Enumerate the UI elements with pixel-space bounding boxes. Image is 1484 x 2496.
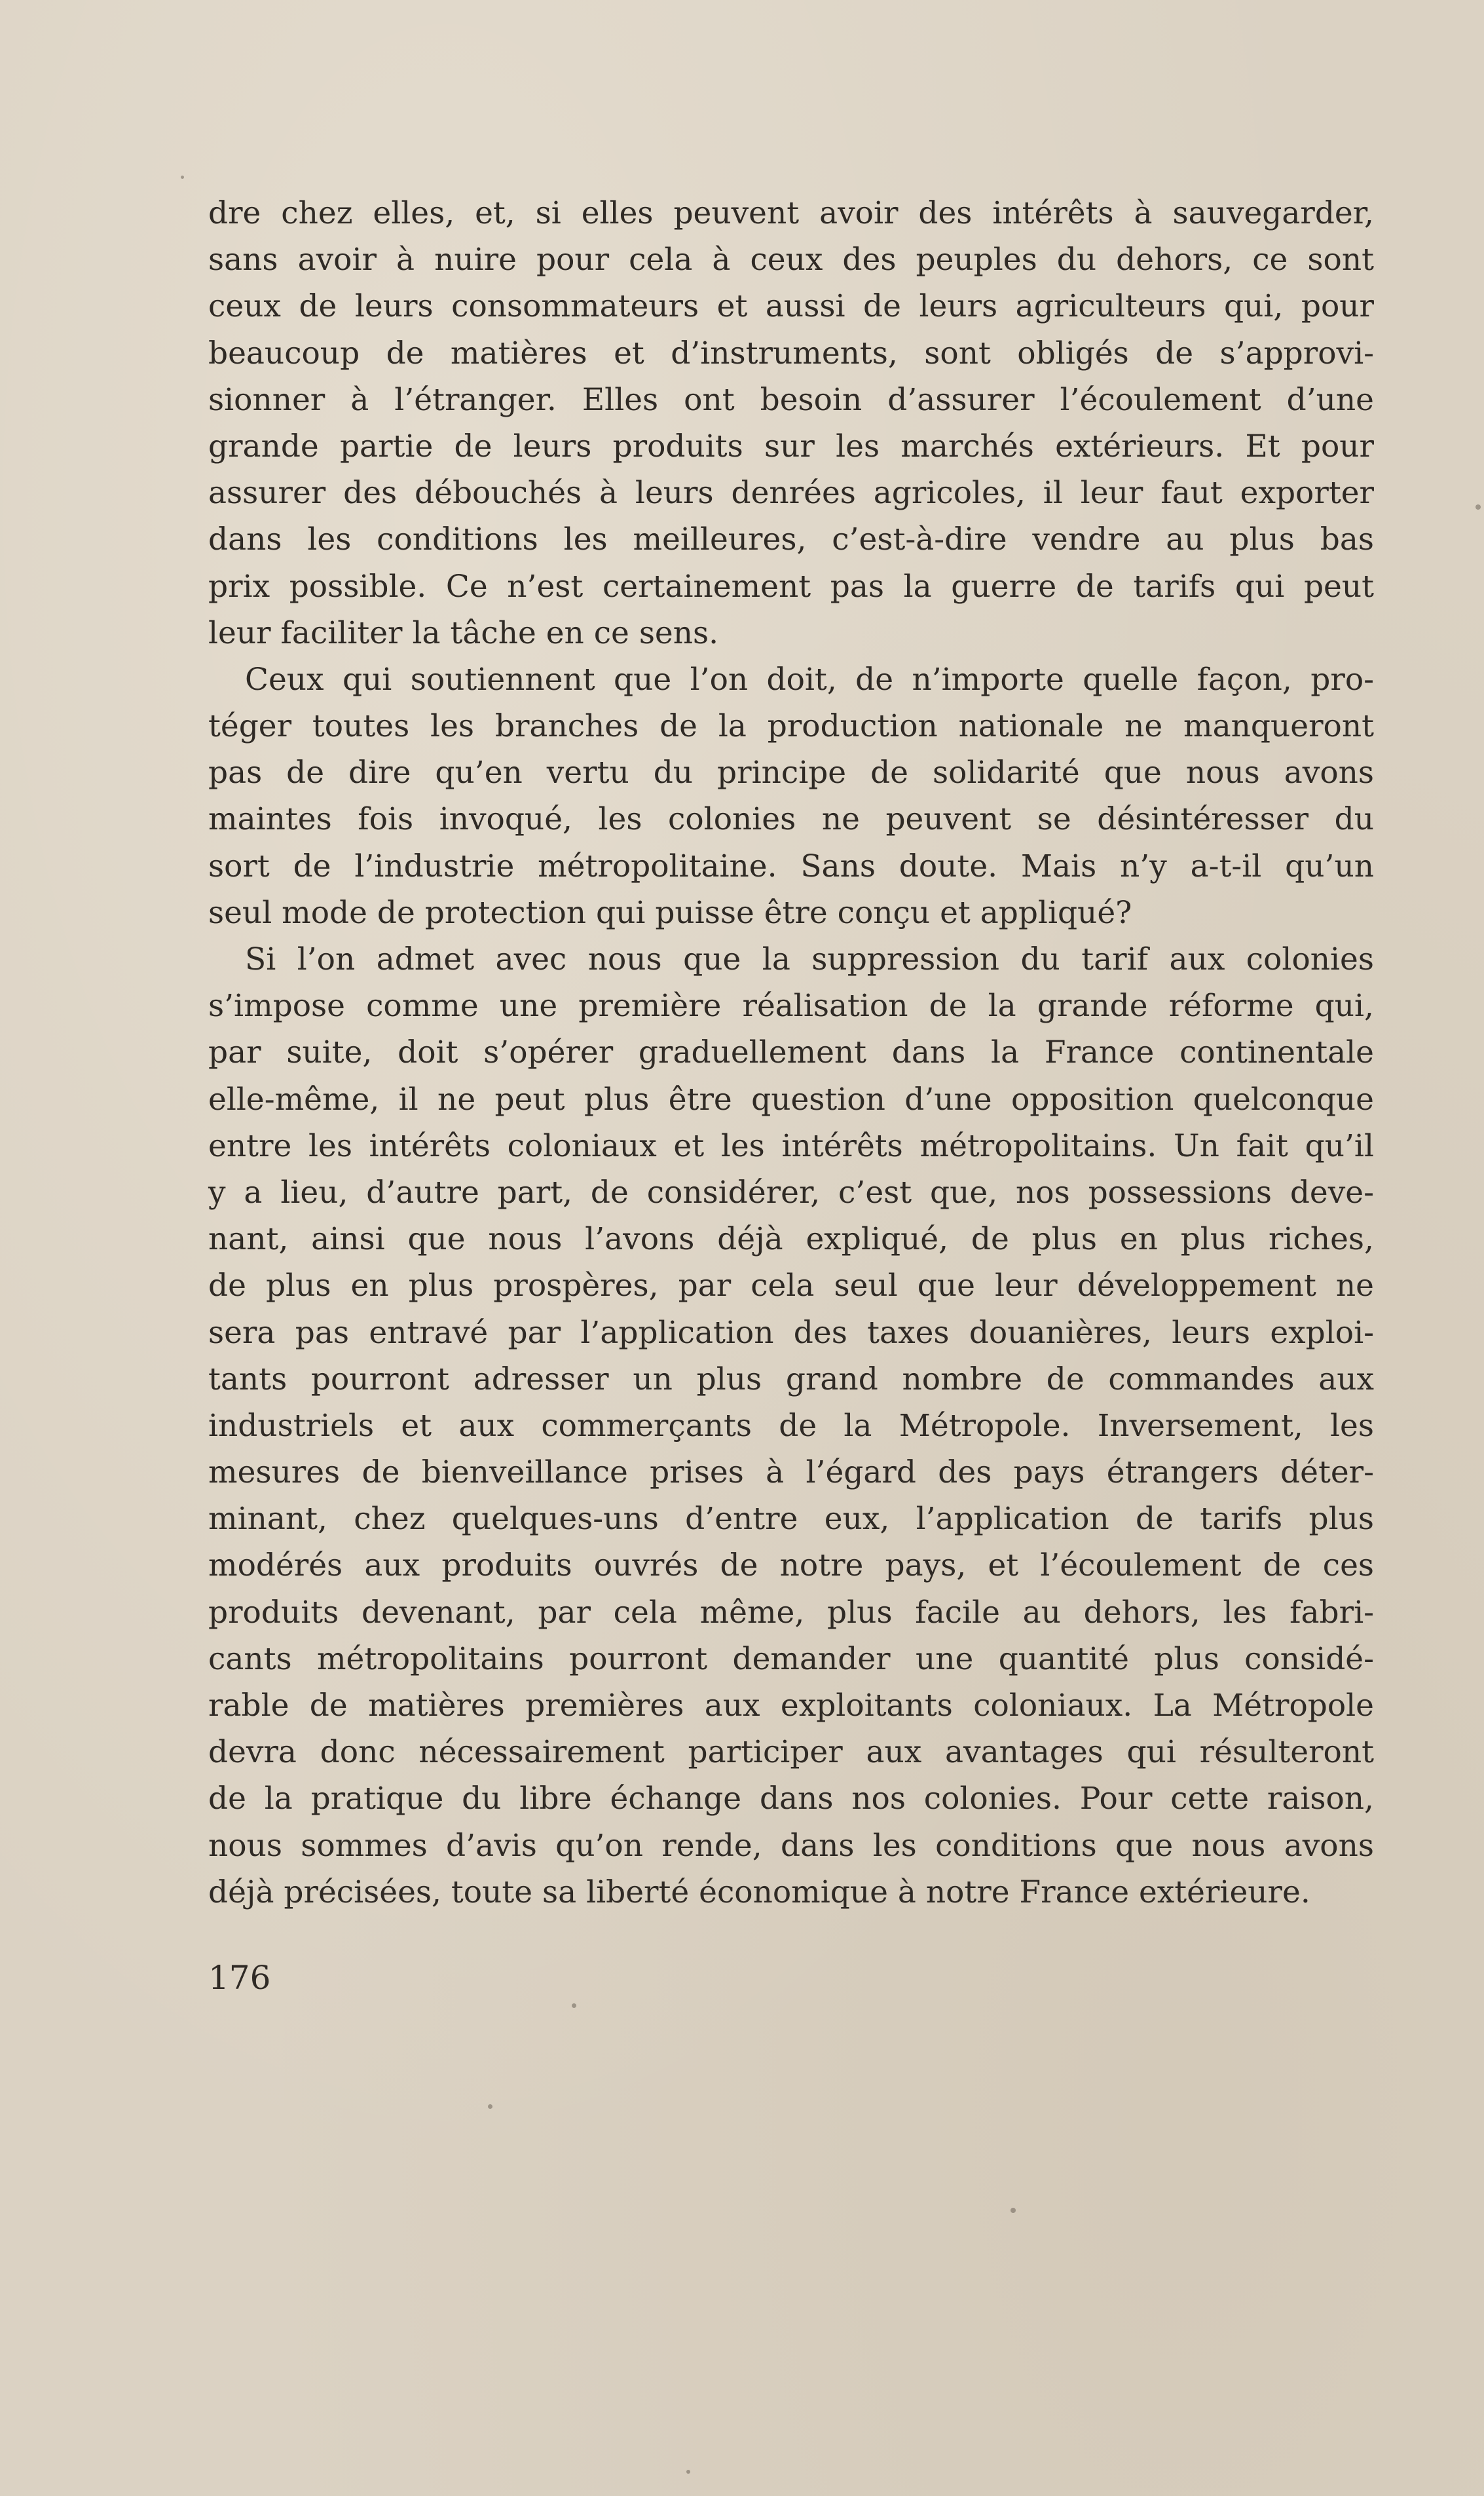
text-line: ceux de leurs consommateurs et aussi de leurs agriculteurs qui, pour <box>208 288 1374 325</box>
text-line: sort de l’industrie métropolitaine. Sans doute. Mais n’y a-t-il qu’un <box>208 848 1374 884</box>
text-line: de la pratique du libre échange dans nos colonies. Pour cette raison, <box>208 1781 1374 1817</box>
paper-speck <box>1011 2208 1016 2213</box>
text-line: dre chez elles, et, si elles peuvent avoir des intérêts à sauvegarder, <box>208 195 1374 231</box>
text-line: rable de matières premières aux exploitants coloniaux. La Métropole <box>208 1688 1374 1724</box>
paragraph-start-line: Si l’on admet avec nous que la suppression du tarif aux colonies <box>245 941 1374 977</box>
paper-speck <box>1475 504 1481 510</box>
text-line: elle-même, il ne peut plus être question d’une opposition quelconque <box>208 1081 1374 1118</box>
paper-speck <box>686 2470 690 2474</box>
text-line: sans avoir à nuire pour cela à ceux des peuples du dehors, ce sont <box>208 242 1374 278</box>
text-line: par suite, doit s’opérer graduellement dans la France continentale <box>208 1034 1374 1071</box>
text-line: tants pourront adresser un plus grand nombre de commandes aux <box>208 1361 1374 1397</box>
text-line: s’impose comme une première réalisation de la grande réforme qui, <box>208 988 1374 1025</box>
text-line: produits devenant, par cela même, plus facile au dehors, les fabri- <box>208 1594 1374 1631</box>
paper-speck <box>181 176 184 179</box>
text-line: de plus en plus prospères, par cela seul que leur développement ne <box>208 1268 1374 1304</box>
paper-speck <box>572 2003 576 2008</box>
paragraph-end-line: leur faciliter la tâche en ce sens. <box>208 615 719 651</box>
page-number: 176 <box>208 1959 271 1997</box>
paragraph-end-line: seul mode de protection qui puisse être conçu et appliqué? <box>208 894 1132 931</box>
text-line: nant, ainsi que nous l’avons déjà expliqué, de plus en plus riches, <box>208 1221 1374 1258</box>
text-line: nous sommes d’avis qu’on rende, dans les conditions que nous avons <box>208 1827 1374 1864</box>
text-line: modérés aux produits ouvrés de notre pays, et l’écoulement de ces <box>208 1547 1374 1584</box>
paragraph-start-line: Ceux qui soutiennent que l’on doit, de n’importe quelle façon, pro- <box>245 661 1374 698</box>
text-line: entre les intérêts coloniaux et les intérêts métropolitains. Un fait qu’il <box>208 1127 1374 1164</box>
text-line: pas de dire qu’en vertu du principe de solidarité que nous avons <box>208 755 1374 791</box>
text-line: assurer des débouchés à leurs denrées agricoles, il leur faut exporter <box>208 475 1374 512</box>
text-line: cants métropolitains pourront demander une quantité plus considé- <box>208 1640 1374 1677</box>
text-line: industriels et aux commerçants de la Métropole. Inversement, les <box>208 1407 1374 1444</box>
text-line: téger toutes les branches de la production nationale ne manqueront <box>208 708 1374 745</box>
text-line: devra donc nécessairement participer aux avantages qui résulteront <box>208 1734 1374 1771</box>
text-line: mesures de bienveillance prises à l’égard des pays étrangers déter- <box>208 1454 1374 1491</box>
text-line: sionner à l’étranger. Elles ont besoin d’assurer l’écoulement d’une <box>208 381 1374 418</box>
text-line: beaucoup de matières et d’instruments, sont obligés de s’approvi- <box>208 335 1374 371</box>
text-line: sera pas entravé par l’application des taxes douanières, leurs exploi- <box>208 1314 1374 1351</box>
text-line: dans les conditions les meilleures, c’est-à-dire vendre au plus bas <box>208 521 1374 558</box>
page-body-text <box>208 190 1374 1916</box>
paragraph-end-line: déjà précisées, toute sa liberté économique à notre France extérieure. <box>208 1874 1310 1910</box>
paper-speck <box>488 2104 492 2109</box>
text-line: grande partie de leurs produits sur les marchés extérieurs. Et pour <box>208 428 1374 464</box>
text-line: maintes fois invoqué, les colonies ne peuvent se désintéresser du <box>208 801 1374 838</box>
text-line: y a lieu, d’autre part, de considérer, c’est que, nos possessions deve- <box>208 1174 1374 1211</box>
text-line: prix possible. Ce n’est certainement pas la guerre de tarifs qui peut <box>208 568 1374 605</box>
text-line: minant, chez quelques-uns d’entre eux, l’application de tarifs plus <box>208 1501 1374 1538</box>
